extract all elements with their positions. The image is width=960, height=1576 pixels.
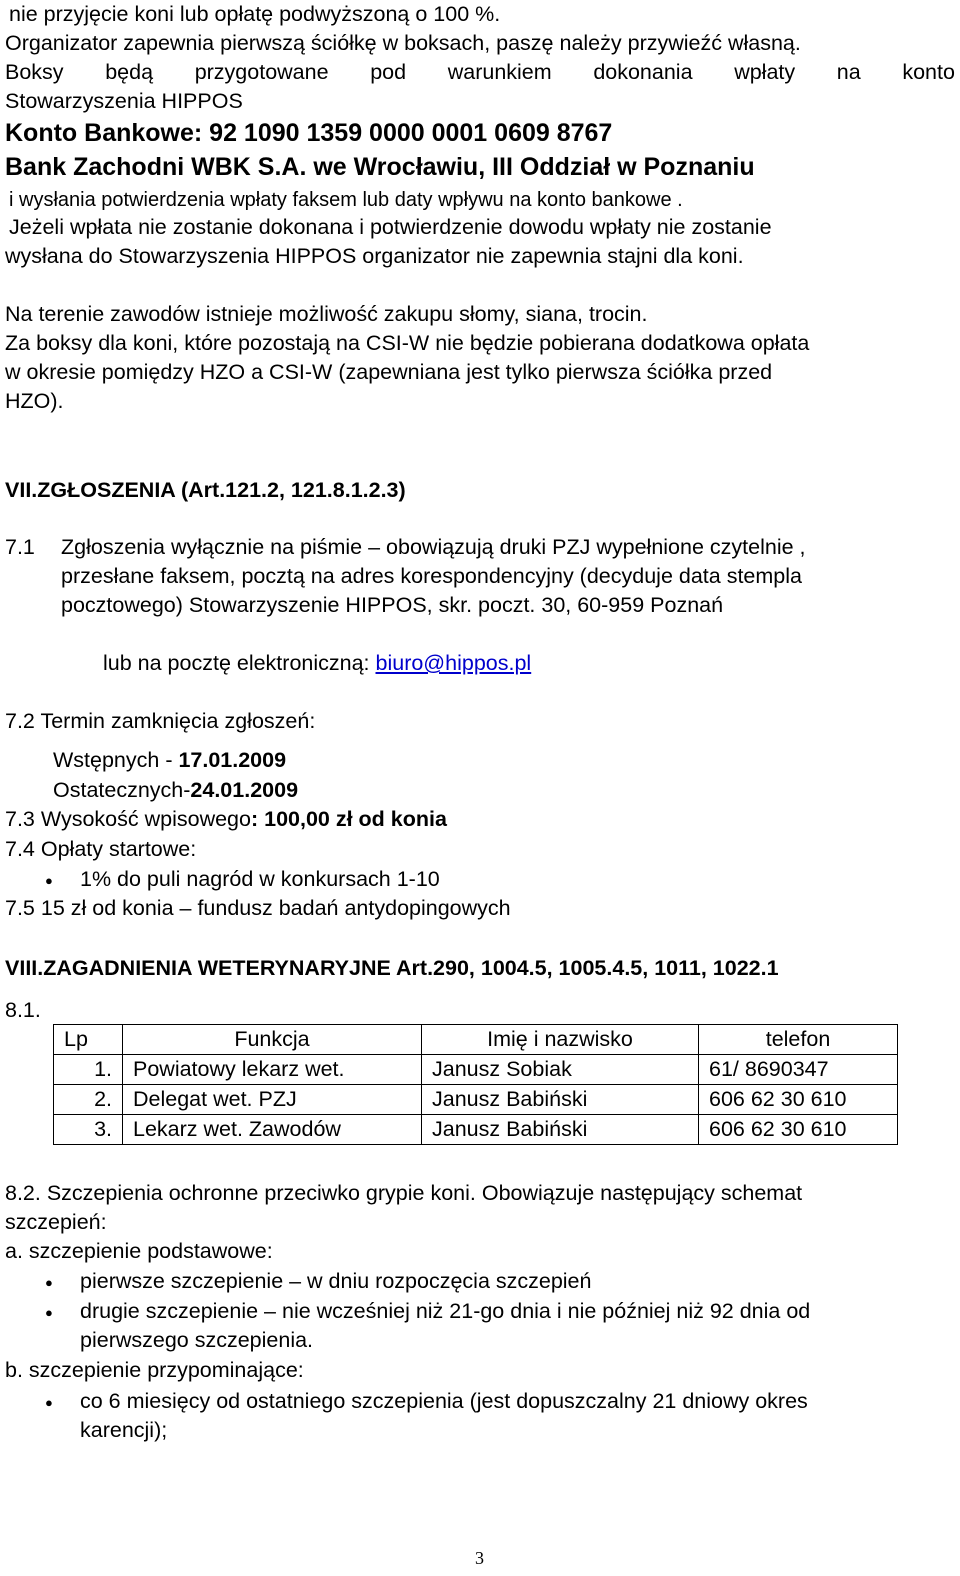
p81-label: 8.1.: [5, 998, 41, 1022]
word: będą: [105, 60, 154, 84]
table-cell: Lekarz wet. Zawodów: [123, 1115, 422, 1145]
table-row: [54, 1085, 898, 1115]
p73-line: [5, 807, 447, 833]
table-cell: Janusz Sobiak: [422, 1055, 699, 1085]
straw-info-line: Na terenie zawodów istnieje możliwość zakupu słomy, siana, trocin.: [5, 302, 648, 326]
word: pod: [370, 60, 407, 84]
section-8-heading: VIII.ZAGADNIENIA WETERYNARYJNE Art.290, 1004.5, 1005.4.5, 1011, 1022.1: [5, 956, 779, 980]
bank-account-line: Konto Bankowe: 92 1090 1359 0000 0001 0609 8767: [5, 119, 613, 147]
p71-number: 7.1: [5, 535, 35, 559]
bullet-dot: ●: [45, 1305, 53, 1320]
p71-line-1: Zgłoszenia wyłącznie na piśmie – obowiązują druki PZJ wypełnione czytelnie ,: [61, 535, 806, 559]
final-date: 24.01.2009: [190, 778, 299, 802]
section-7-heading: VII.ZGŁOSZENIA (Art.121.2, 121.8.1.2.3): [5, 478, 406, 502]
table-cell: 606 62 30 610: [699, 1115, 898, 1145]
bullet-dot: ●: [45, 1275, 53, 1290]
boxes-line-1: Za boksy dla koni, które pozostają na CSI-W nie będzie pobierana dodatkowa opłata: [5, 331, 810, 355]
word: Boksy: [5, 60, 64, 84]
table-cell: 606 62 30 610: [699, 1085, 898, 1115]
word: przygotowane: [194, 60, 329, 84]
p74-bullet: 1% do puli nagród w konkursach 1-10: [80, 867, 440, 891]
table-cell: Delegat wet. PZJ: [123, 1085, 422, 1115]
intro-line-3: [5, 60, 955, 86]
p71-line-2: przesłane faksem, pocztą na adres korespondencyjny (decyduje data stempla: [61, 564, 802, 588]
final-label: Ostatecznych-: [53, 778, 191, 802]
table-cell: 2.: [54, 1085, 123, 1115]
prelim-label: Wstępnych -: [53, 748, 179, 772]
email-line: [103, 651, 531, 677]
booster-bullet-1-line-1: co 6 miesięcy od ostatniego szczepienia (jest dopuszczalny 21 dniowy okres: [80, 1389, 808, 1413]
bank-name-line: Bank Zachodni WBK S.A. we Wrocławiu, III Oddział w Poznaniu: [5, 153, 755, 181]
table-row: [54, 1055, 898, 1085]
p72-line: 7.2 Termin zamknięcia zgłoszeń:: [5, 709, 316, 733]
intro-line-1: nie przyjęcie koni lub opłatę podwyższoną o 100 %.: [9, 2, 501, 26]
table-row: [54, 1115, 898, 1145]
word: dokonania: [593, 60, 693, 84]
word: wpłaty: [734, 60, 796, 84]
intro-line-2: Organizator zapewnia pierwszą ściółkę w boksach, paszę należy przywieźć własną.: [5, 31, 801, 55]
email-prefix: lub na pocztę elektroniczną:: [103, 651, 376, 675]
final-deadline: [53, 778, 298, 804]
word: warunkiem: [447, 60, 552, 84]
header-cell: Lp: [54, 1025, 123, 1055]
p82-line-2: szczepień:: [5, 1210, 107, 1234]
warning-line-2: wysłana do Stowarzyszenia HIPPOS organizator nie zapewnia stajni dla koni.: [5, 244, 744, 268]
basic-bullet-2-line-1: drugie szczepienie – nie wcześniej niż 21-go dnia i nie później niż 92 dnia od: [80, 1299, 811, 1323]
p74-line: 7.4 Opłaty startowe:: [5, 837, 197, 861]
booster-vaccination-label: b. szczepienie przypominające:: [5, 1358, 304, 1382]
table-cell: Janusz Babiński: [422, 1115, 699, 1145]
boxes-line-3: HZO).: [5, 389, 64, 413]
bullet-dot: ●: [45, 1395, 53, 1410]
basic-vaccination-label: a. szczepienie podstawowe:: [5, 1239, 273, 1263]
table-cell: 1.: [54, 1055, 123, 1085]
table-cell: 3.: [54, 1115, 123, 1145]
word: konto: [902, 60, 955, 84]
p82-line-1: 8.2. Szczepienia ochronne przeciwko grypie koni. Obowiązuje następujący schemat: [5, 1181, 803, 1205]
vet-staff-table: [53, 1024, 898, 1145]
prelim-deadline: [53, 748, 286, 774]
table-cell: 61/ 8690347: [699, 1055, 898, 1085]
word: na: [836, 60, 861, 84]
basic-bullet-1: pierwsze szczepienie – w dniu rozpoczęcia szczepień: [80, 1269, 592, 1293]
p73-label: 7.3 Wysokość wpisowego: [5, 807, 251, 831]
prelim-date: 17.01.2009: [178, 748, 287, 772]
header-cell: Funkcja: [123, 1025, 422, 1055]
boxes-line-2: w okresie pomiędzy HZO a CSI-W (zapewniana jest tylko pierwsza ściółka przed: [5, 360, 773, 384]
p71-line-3: pocztowego) Stowarzyszenie HIPPOS, skr. poczt. 30, 60-959 Poznań: [61, 593, 724, 617]
header-cell: telefon: [699, 1025, 898, 1055]
email-link[interactable]: biuro@hippos.pl: [375, 651, 532, 675]
table-header-row: [54, 1025, 898, 1055]
intro-line-4: Stowarzyszenia HIPPOS: [5, 89, 243, 113]
p73-value: : 100,00 zł od konia: [250, 807, 447, 831]
table-cell: Janusz Babiński: [422, 1085, 699, 1115]
bullet-dot: ●: [45, 873, 53, 888]
p75-line: 7.5 15 zł od konia – fundusz badań antydopingowych: [5, 896, 511, 920]
table-cell: Powiatowy lekarz wet.: [123, 1055, 422, 1085]
basic-bullet-2-line-2: pierwszego szczepienia.: [80, 1328, 314, 1352]
booster-bullet-1-line-2: karencji);: [80, 1418, 168, 1442]
page-number: 3: [475, 1548, 484, 1568]
header-cell: Imię i nazwisko: [422, 1025, 699, 1055]
fax-confirmation-line: i wysłania potwierdzenia wpłaty faksem lub daty wpływu na konto bankowe .: [9, 189, 683, 211]
warning-line-1: Jeżeli wpłata nie zostanie dokonana i potwierdzenie dowodu wpłaty nie zostanie: [9, 215, 772, 239]
